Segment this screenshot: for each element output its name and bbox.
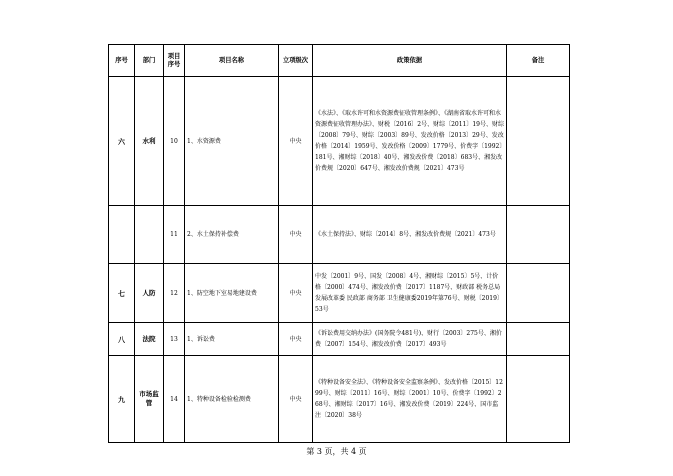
header-item-name: 项目名称 — [185, 45, 279, 77]
cell-seq: 九 — [109, 356, 135, 443]
table-row — [109, 206, 570, 264]
cell-item-no: 14 — [164, 356, 185, 443]
cell-policy: 《特种设备安全法》、《特种设备安全监察条例》、发改价格〔2015〕1299号、财综〔2011〕16号、财综〔2001〕10号、价费字〔1992〕268号、湘财综〔2017〕16号、湘发改价费〔2019〕224号、国市监注〔2020〕38号 — [313, 356, 507, 443]
cell-item-name: 1、水资源费 — [185, 77, 279, 206]
cell-seq — [109, 206, 135, 264]
cell-dept — [135, 206, 164, 264]
table-header-row — [109, 45, 570, 77]
cell-level: 中央 — [279, 206, 313, 264]
table-row — [109, 77, 570, 206]
cell-item-no: 13 — [164, 323, 185, 356]
cell-level: 中央 — [279, 264, 313, 323]
page-number: 第 3 页，共 4 页 — [306, 447, 367, 456]
cell-policy: 《诉讼费用交纳办法》(国务院令481号)、财行〔2003〕275号、湘价费〔2007〕154号、湘发改价费〔2017〕493号 — [313, 323, 507, 356]
cell-dept: 市场监管 — [135, 356, 164, 443]
fee-table — [108, 44, 570, 443]
cell-item-no: 12 — [164, 264, 185, 323]
cell-item-name: 1、诉讼费 — [185, 323, 279, 356]
cell-policy: 中发〔2001〕9号、国发〔2008〕4号、湘财综〔2015〕5号、计价格〔2000〕474号、湘发改价费〔2017〕1187号、财政部 税务总局 发展改革委 民政部 商务部 卫生健康委2019年第76号、财税〔2019〕53号 — [313, 264, 507, 323]
cell-remarks — [507, 77, 570, 206]
table-row — [109, 356, 570, 443]
header-level: 立项级次 — [279, 45, 313, 77]
header-item-no: 项目序号 — [164, 45, 185, 77]
cell-level: 中央 — [279, 77, 313, 206]
cell-remarks — [507, 356, 570, 443]
cell-item-no: 11 — [164, 206, 185, 264]
cell-seq: 七 — [109, 264, 135, 323]
cell-seq: 六 — [109, 77, 135, 206]
cell-dept: 法院 — [135, 323, 164, 356]
cell-dept: 水利 — [135, 77, 164, 206]
header-seq: 序号 — [109, 45, 135, 77]
header-dept: 部门 — [135, 45, 164, 77]
header-remarks: 备注 — [507, 45, 570, 77]
cell-remarks — [507, 323, 570, 356]
table-row — [109, 323, 570, 356]
cell-item-no: 10 — [164, 77, 185, 206]
cell-remarks — [507, 206, 570, 264]
cell-policy: 《水法》、《取水许可和水资源费征收管理条例》、《湖南省取水许可和水资源费征收管理办法》、财税〔2016〕2号、财综〔2011〕19号、财综〔2008〕79号、财综〔2003〕89号、发改价格〔2013〕29号、发改价格〔2014〕1959号、发改价格〔2009〕1779号、价费字〔1992〕181号、湘财综〔2018〕40号、湘发改价费〔2018〕683号、湘发改价费规〔2020〕647号、湘发改价费规〔2021〕473号 — [313, 77, 507, 206]
cell-item-name: 1、特种设备检验检测费 — [185, 356, 279, 443]
cell-remarks — [507, 264, 570, 323]
cell-item-name: 2、水土保持补偿费 — [185, 206, 279, 264]
cell-dept: 人防 — [135, 264, 164, 323]
cell-item-name: 1、防空地下室易地建设费 — [185, 264, 279, 323]
cell-seq: 八 — [109, 323, 135, 356]
header-policy: 政策依据 — [313, 45, 507, 77]
table-row — [109, 264, 570, 323]
cell-level: 中央 — [279, 323, 313, 356]
cell-policy: 《水土保持法》、财综〔2014〕8号、湘发改价费规〔2021〕473号 — [313, 206, 507, 264]
cell-level: 中央 — [279, 356, 313, 443]
